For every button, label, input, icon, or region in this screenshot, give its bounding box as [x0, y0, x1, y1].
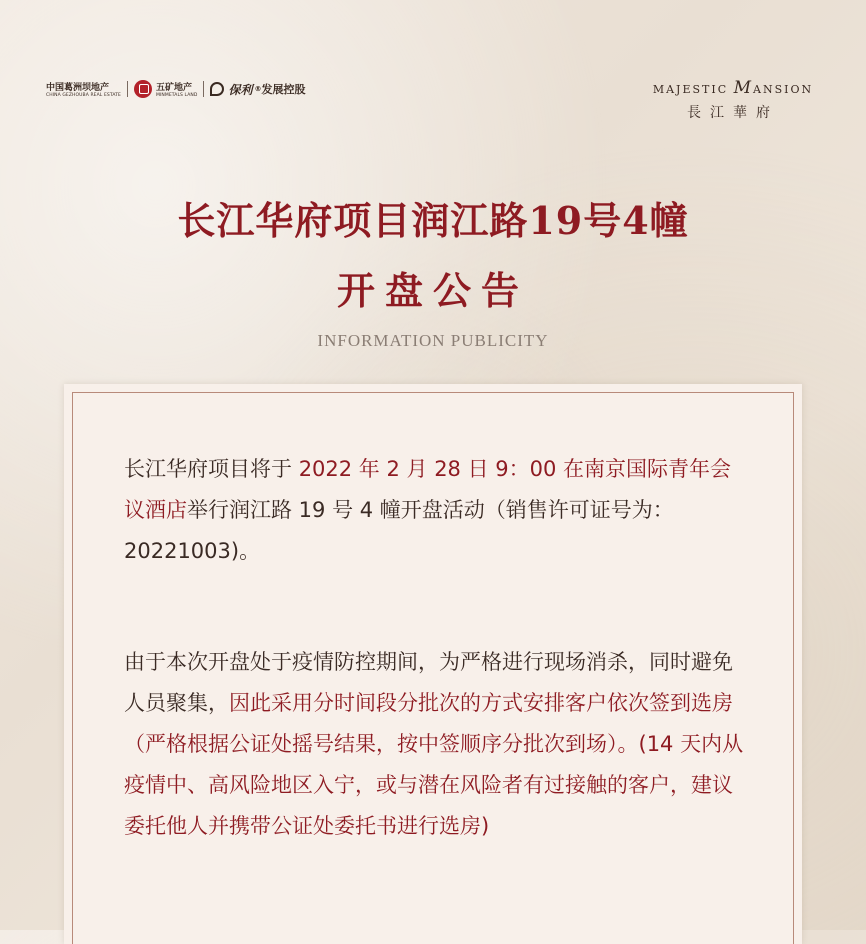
poly-logo-name: 发展控股 — [261, 83, 306, 96]
poly-logo — [210, 81, 305, 98]
notice-paragraph-2 — [124, 642, 744, 847]
notice-text: 由于本次开盘处于疫情防控期间，为严格进行现场消杀，同时避免人员聚集， — [124, 650, 733, 715]
notice-text: 长江华府项目将于 — [124, 457, 299, 481]
gezhouba-logo-cn: 中国葛洲坝地产 — [46, 83, 110, 93]
brand-logo — [652, 78, 814, 122]
poly-logo-script: 保利 — [228, 82, 253, 97]
logo-divider — [127, 81, 128, 97]
minmetals-emblem-icon — [134, 80, 152, 98]
notice-text: 举行润江路 19 号 4 幢开盘活动（销售许可证号为：20221003)。 — [124, 498, 674, 563]
notice-highlight: 2022 年 2 月 28 日 9：00 在南京国际青年会议酒店 — [124, 457, 732, 522]
gezhouba-logo-en: CHINA GEZHOUBA REAL ESTATE — [46, 93, 121, 98]
brand-name-en — [652, 78, 814, 98]
page-title-line2: 开盘公告 — [336, 268, 529, 313]
poly-logo-mark: ® — [254, 85, 262, 93]
page-subtitle: INFORMATION PUBLICITY — [317, 331, 549, 350]
minmetals-logo — [134, 80, 198, 98]
notice-paragraph-1 — [124, 449, 744, 572]
brand-en-part: M — [652, 83, 667, 96]
page-title: 长江华府项目润江路19号4幢 — [177, 198, 689, 243]
minmetals-logo-en: MINMETALS LAND — [155, 93, 198, 98]
notice-card — [64, 384, 802, 944]
minmetals-logo-cn: 五矿地产 — [155, 83, 192, 93]
poly-emblem-icon — [210, 82, 224, 96]
brand-en-part: M — [733, 78, 754, 98]
notice-highlight: 因此采用分时间段分批次的方式安排客户依次签到选房（严格根据公证处摇号结果，按中签顺序分批次到场）。(14 天内从疫情中、高风险地区入宁，或与潜在风险者有过接触的客户，建议委托他人并携带公证处委托书进行选房) — [124, 691, 744, 838]
gezhouba-logo — [46, 80, 121, 98]
brand-en-part: ANSION — [753, 83, 814, 96]
brand-en-part: AJESTIC — [666, 83, 734, 96]
logo-divider — [203, 81, 204, 97]
brand-name-cn: 長江華府 — [687, 105, 779, 121]
partner-logos — [46, 74, 305, 104]
